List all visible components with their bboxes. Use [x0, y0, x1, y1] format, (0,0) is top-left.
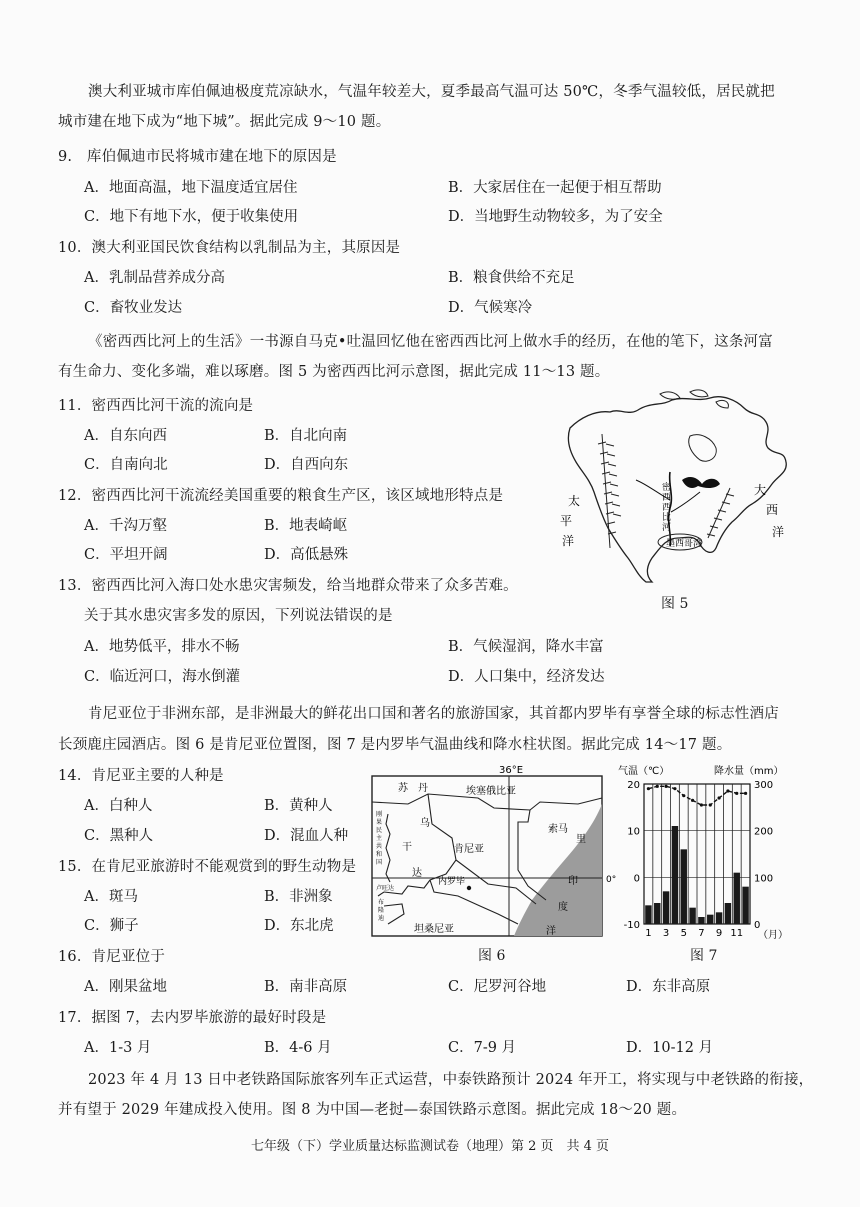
month-tick-label: 3 [662, 928, 670, 939]
figure-6-caption: 图 6 [478, 948, 506, 964]
precipitation-tick-label: 0 [754, 920, 761, 931]
uganda-label-1: 乌 [420, 818, 430, 829]
appalachian-mountains [707, 488, 734, 538]
rwanda-label-3: 达 [388, 885, 395, 892]
question-10-option-c: C．畜牧业发达 [84, 300, 183, 316]
question-9-option-d: D．当地野生动物较多，为了安全 [448, 209, 663, 225]
drc-label-5: 共 [376, 843, 383, 850]
question-16-option-a: A．刚果盆地 [84, 979, 167, 995]
question-11-option-c: C．自南向北 [84, 457, 168, 473]
temperature-point [656, 785, 659, 788]
temperature-point [717, 796, 720, 799]
question-17-option-d: D．10-12 月 [626, 1040, 714, 1056]
question-10-stem: 10．澳大利亚国民饮食结构以乳制品为主，其原因是 [58, 240, 401, 256]
question-12-stem: 12．密西西比河干流流经美国重要的粮食生产区，该区域地形特点是 [58, 488, 504, 504]
question-9-stem: 9. 库伯佩迪市民将城市建在地下的原因是 [58, 149, 337, 165]
atlantic-label-2: 西 [766, 503, 779, 517]
question-14-option-c: C．黑种人 [84, 828, 154, 844]
question-14-stem: 14．肯尼亚主要的人种是 [58, 768, 224, 784]
question-17-option-a: A．1-3 月 [84, 1040, 152, 1056]
indian-ocean-label-2: 度 [558, 902, 568, 913]
uganda-label-2: 干 [402, 842, 412, 853]
intro-paragraph-3-line-1: 肯尼亚位于非洲东部，是非洲最大的鲜花出口国和著名的旅游国家，其首都内罗毕有享誉全球的标志性酒店 [88, 706, 779, 722]
question-13-option-b: B．气候湿润，降水丰富 [448, 639, 604, 655]
temperature-tick-label: 10 [627, 826, 640, 838]
temperature-axis-label: 气温（℃） [618, 766, 670, 777]
question-10-option-b: B．粮食供给不充足 [448, 270, 575, 286]
question-17-option-b: B．4-6 月 [264, 1040, 332, 1056]
precipitation-bar [663, 891, 669, 924]
question-13-stem: 13．密西西比河入海口处水患灾害频发，给当地群众带来了众多苦难。 [58, 578, 518, 594]
rwanda-label [376, 884, 394, 892]
ohio-river [671, 492, 700, 512]
rwanda-label-1: 卢 [376, 885, 383, 892]
burundi-label-3: 迪 [378, 915, 385, 922]
intro-paragraph-4-line-1: 2023 年 4 月 13 日中老铁路国际旅客列车正式运营，中泰铁路预计 2024 年开工，将实现与中老铁路的衔接， [88, 1072, 814, 1088]
river-label-3: 西 [662, 503, 672, 513]
precipitation-bar [716, 912, 722, 924]
precipitation-bar [742, 887, 748, 924]
question-12-option-d: D．高低悬殊 [264, 547, 349, 563]
question-9-option-c: C．地下有地下水，便于收集使用 [84, 209, 299, 225]
question-16-stem: 16．肯尼亚位于 [58, 949, 166, 965]
question-13-stem-continued: 关于其水患灾害多发的原因，下列说法错误的是 [84, 608, 393, 624]
temperature-point [744, 792, 747, 795]
question-11-stem: 11．密西西比河干流的流向是 [58, 398, 254, 414]
temperature-point [700, 803, 703, 806]
temperature-point [709, 803, 712, 806]
question-15-option-c: C．狮子 [84, 918, 139, 934]
pacific-label-2: 平 [560, 514, 573, 528]
indian-ocean-label-1: 印 [568, 876, 578, 887]
question-14-option-d: D．混血人种 [264, 828, 349, 844]
temperature-tick-label: 0 [633, 873, 640, 885]
question-13-option-c: C．临近河口，海水倒灌 [84, 669, 241, 685]
precipitation-bar [734, 873, 740, 924]
nairobi-marker [467, 886, 471, 890]
month-tick-label: 11 [730, 928, 744, 939]
intro-paragraph-3-line-2: 长颈鹿庄园酒店。图 6 是肯尼亚位置图，图 7 是内罗毕气温曲线和降水柱状图。据此完成 14～17 题。 [58, 737, 732, 753]
atlantic-label-1: 大 [754, 483, 767, 497]
month-tick-label: 9 [715, 928, 723, 939]
burundi-label-2: 隆 [378, 907, 385, 914]
precipitation-tick-label: 200 [754, 826, 774, 838]
figure-6-kenya-map [368, 764, 617, 942]
drc-label [376, 810, 382, 866]
question-15-option-a: A．斑马 [84, 889, 138, 905]
sudan-label: 苏 丹 [398, 783, 428, 794]
somalia-label-1: 索马 [548, 824, 568, 835]
precipitation-bar [645, 905, 651, 924]
indian-ocean-label-3: 洋 [546, 926, 556, 937]
figure-5-caption: 图 5 [661, 596, 689, 612]
atlantic-label-3: 洋 [772, 525, 785, 539]
month-tick-label: 5 [680, 928, 687, 939]
question-15-stem: 15．在肯尼亚旅游时不能观赏到的野生动物是 [58, 859, 357, 875]
question-10-option-a: A．乳制品营养成分高 [84, 270, 225, 286]
intro-paragraph-2-line-2: 有生命力、变化多端，难以琢磨。图 5 为密西西比河示意图，据此完成 11～13 题。 [58, 364, 610, 380]
precipitation-tick-label: 100 [754, 873, 774, 885]
temperature-tick-label: -10 [623, 920, 640, 931]
nairobi-label: 内罗毕 [438, 877, 466, 887]
temperature-point [673, 787, 676, 790]
pacific-label-1: 太 [568, 494, 581, 508]
rwanda-label-2: 旺 [382, 885, 389, 892]
question-13-option-a: A．地势低平，排水不畅 [84, 639, 240, 655]
question-14-option-b: B．黄种人 [264, 798, 333, 814]
figure-5-mississippi-map [540, 388, 805, 588]
tanzania-label: 坦桑尼亚 [414, 924, 454, 935]
question-16-option-b: B．南非高原 [264, 979, 348, 995]
precipitation-bar [654, 903, 660, 924]
river-label-1: 密 [662, 483, 672, 493]
intro-paragraph-4-line-2: 并有望于 2029 年建成投入使用。图 8 为中国—老挝—泰国铁路示意图。据此完成 18～20 题。 [58, 1102, 687, 1118]
drc-label-7: 国 [376, 859, 383, 866]
question-12-option-a: A．千沟万壑 [84, 518, 167, 534]
temperature-point [682, 794, 685, 797]
intro-paragraph-1-line-2: 城市建在地下成为“地下城”。据此完成 9～10 题。 [58, 114, 391, 130]
precipitation-bar [698, 917, 704, 924]
precipitation-bar [672, 826, 678, 924]
question-17-option-c: C．7-9 月 [448, 1040, 517, 1056]
question-9-option-b: B．大家居住在一起便于相互帮助 [448, 180, 662, 196]
gulf-of-mexico-label: 墨西哥湾 [666, 539, 703, 549]
question-13-option-d: D．人口集中，经济发达 [448, 669, 605, 685]
temperature-point [691, 799, 694, 802]
meridian-label: 36°E [499, 765, 524, 776]
drc-label-3: 民 [376, 827, 383, 834]
figure-7-climate-chart [612, 762, 790, 940]
drc-label-4: 主 [376, 835, 383, 842]
drc-label-6: 和 [376, 851, 383, 858]
ethiopia-label: 埃塞俄比亚 [466, 786, 516, 797]
precipitation-tick-label: 300 [754, 780, 774, 791]
question-17-stem: 17．据图 7，去内罗毕旅游的最好时段是 [58, 1010, 327, 1026]
question-16-option-c: C．尼罗河谷地 [448, 979, 547, 995]
precipitation-bar [707, 915, 713, 924]
figure-7-caption: 图 7 [690, 948, 718, 964]
temperature-point [735, 792, 738, 795]
river-label-2: 西 [662, 493, 672, 503]
kenya-label: 肯尼亚 [454, 844, 484, 855]
month-tick-label: 7 [698, 928, 705, 939]
precipitation-axis-label: 降水量（mm） [714, 766, 784, 777]
question-11-option-b: B．自北向南 [264, 428, 348, 444]
question-11-option-a: A．自东向西 [84, 428, 167, 444]
intro-paragraph-1-line-1: 澳大利亚城市库伯佩迪极度荒凉缺水，气温年较差大，夏季最高气温可达 50℃，冬季气温较低，居民就把 [88, 84, 775, 100]
question-16-option-d: D．东非高原 [626, 979, 711, 995]
question-12-option-b: B．地表崎岖 [264, 518, 348, 534]
great-lakes [682, 477, 720, 488]
precipitation-bar [681, 849, 687, 924]
river-label-5: 河 [662, 523, 672, 533]
pacific-label-3: 洋 [562, 534, 575, 548]
drc-label-1: 刚 [376, 811, 383, 818]
burundi-label-1: 布 [378, 899, 385, 906]
river-label-4: 比 [662, 513, 672, 523]
equator-label: 0° [606, 875, 617, 885]
question-11-option-d: D．自西向东 [264, 457, 349, 473]
question-10-option-d: D．气候寒冷 [448, 300, 533, 316]
precipitation-bar [725, 903, 731, 924]
page-footer: 七年级（下）学业质量达标监测试卷（地理）第 2 页 共 4 页 [250, 1139, 610, 1154]
temperature-tick-label: 20 [627, 780, 640, 791]
temperature-point [664, 785, 667, 788]
temperature-point [647, 787, 650, 790]
somalia-label-2: 里 [576, 834, 586, 845]
question-9-option-a: A．地面高温，地下温度适宜居住 [84, 180, 298, 196]
burundi-label [378, 898, 384, 922]
question-14-option-a: A．白种人 [84, 798, 153, 814]
drc-label-2: 果 [376, 819, 383, 826]
question-12-option-c: C．平坦开阔 [84, 547, 168, 563]
question-15-option-b: B．非洲象 [264, 889, 333, 905]
temperature-point [726, 789, 729, 792]
question-15-option-d: D．东北虎 [264, 918, 334, 934]
uganda-label-3: 达 [412, 868, 422, 879]
month-tick-label: 1 [645, 928, 652, 939]
month-axis-label: （月） [758, 930, 788, 941]
hudson-bay [689, 435, 717, 462]
precipitation-bar [689, 908, 695, 924]
intro-paragraph-2-line-1: 《密西西比河上的生活》一书源自马克•吐温回忆他在密西西比河上做水手的经历，在他的笔下，这条河富 [88, 334, 773, 350]
